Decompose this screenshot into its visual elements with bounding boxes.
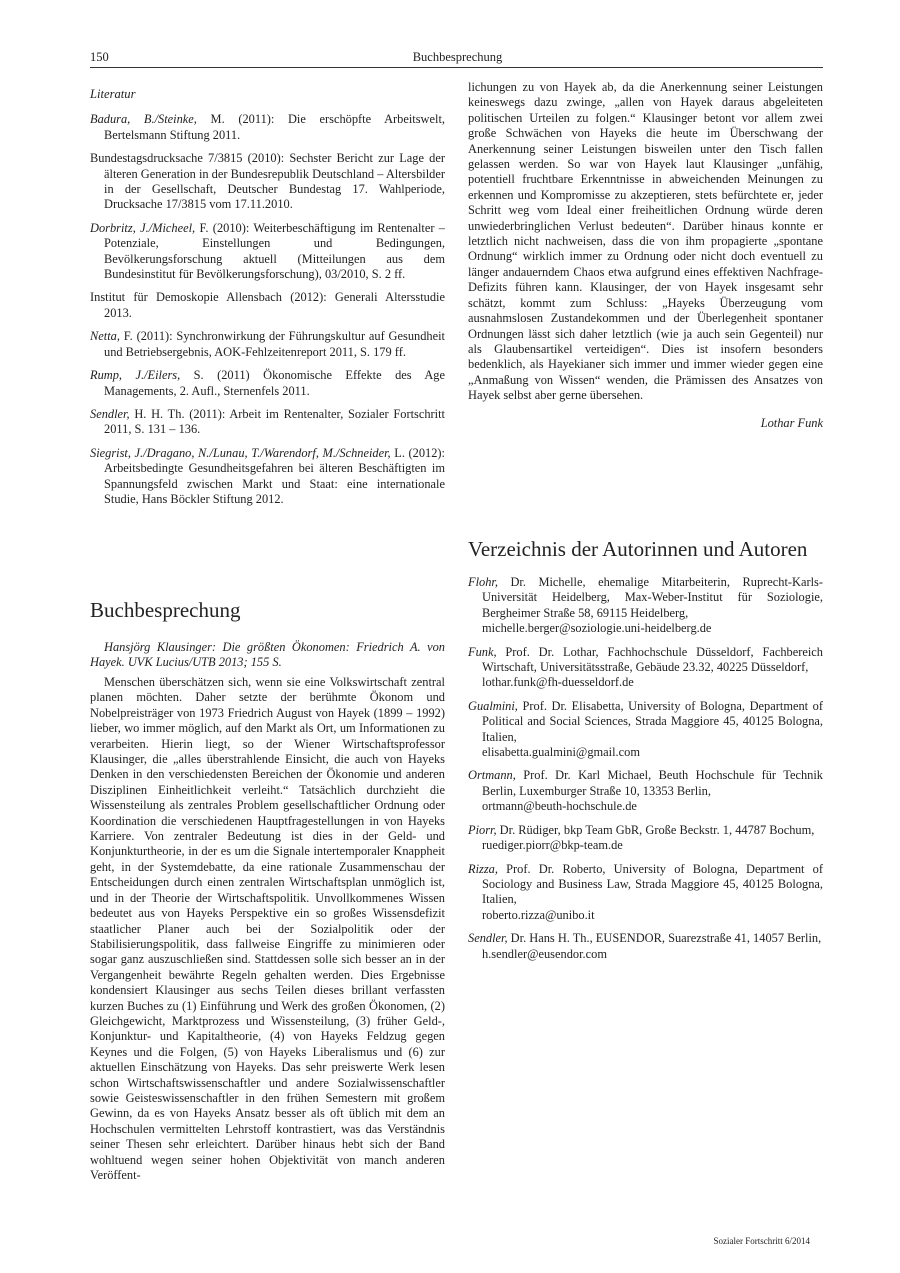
author-email[interactable]: ortmann@beuth-hochschule.de [482, 799, 637, 814]
journal-footer: Sozialer Fortschritt 6/2014 [713, 1236, 810, 1246]
reference-item [90, 290, 445, 321]
author-name: Flohr, [468, 575, 498, 589]
author-details: Dr. Michelle, ehemalige Mitarbeiterin, Ruprecht-Karls-Universität Heidelberg, Max-Weber-Institut für Soziologie, Bergheimer Straße 58, 69115 Heidelberg, [482, 575, 823, 620]
author-name: Piorr, [468, 822, 497, 837]
reference-item [90, 221, 445, 283]
author-entry [468, 699, 823, 761]
reference-text: Institut für Demoskopie Allensbach (2012): Generali Altersstudie 2013. [90, 290, 445, 320]
author-details: Prof. Dr. Roberto, University of Bologna, Department of Sociology and Business Law, Strada Maggiore 45, 40125 Bologna, Italien, [482, 861, 823, 907]
author-name: Funk, [468, 644, 497, 659]
author-details: Dr. Rüdiger, bkp Team GbR, Große Beckstr. 1, 44787 Bochum, [496, 822, 815, 837]
author-name: Gualmini, [468, 698, 518, 713]
author-email[interactable]: elisabetta.gualmini@gmail.com [482, 745, 640, 760]
reference-authors: Dorbritz, J./Micheel, [90, 220, 196, 235]
reference-item [90, 329, 445, 360]
reference-text: M. (2011): Die erschöpfte Arbeitswelt, Bertelsmann Stiftung 2011. [104, 112, 445, 142]
review-signature: Lothar Funk [760, 415, 823, 430]
author-email[interactable]: h.sendler@eusendor.com [482, 946, 607, 961]
reference-item [90, 112, 445, 143]
reference-text: F. (2010): Weiterbeschäftigung im Rentenalter – Potenziale, Einstellungen und Bedingungen, Bevölkerungsforschung aktuell (Mitteilungen aus dem Bundesinstitut für Bevölkerungsforschung), 03/2010, S. 2 ff. [104, 220, 445, 282]
review-continuation [468, 80, 823, 431]
author-name: Ortmann, [468, 768, 516, 783]
reference-text: L. (2012): Arbeitsbedingte Gesundheitsgefahren bei älteren Beschäftigten im Spannungsfeld zwischen Markt und Staat: eine internationale Studie, Hans Böckler Stiftung 2012. [104, 445, 445, 506]
author-entry [468, 645, 823, 691]
reference-item [90, 151, 445, 213]
authors-list [468, 575, 823, 970]
author-details: Prof. Dr. Lothar, Fachhochschule Düsseldorf, Fachbereich Wirtschaft, Universitätsstraße, Gebäude 23.32, 40225 Düsseldorf, [482, 644, 823, 675]
reference-authors: Siegrist, J./Dragano, N./Lunau, T./Warendorf, M./Schneider, [90, 445, 391, 460]
reference-authors: Sendler, [90, 406, 130, 421]
running-head: Buchbesprechung [412, 50, 503, 64]
reference-authors: Netta, [90, 329, 120, 344]
review-body-part1: Menschen überschätzen sich, wenn sie eine Volkswirtschaft zentral planen möchten. Daher setzte der berühmte Ökonom und Nobelpreisträger von 1973 Friedrich August von Hayek (1899 – 1992) lieber, wo immer möglich, auf den Markt als Ort, um Informationen zu verarbeiten. Hierin liegt, so der Wiener Wirtschaftsprofessor Klausinger, die „alles überstrahlende Einsicht, die auch von Hayeks Denken in den verschiedensten Bereichen der Ökonomie und anderen Disziplinen Einheitlichkeit verleiht.“ Tatsächlich durchzieht die Wissensteilung als zentrales Problem gesellschaftlicher Ordnung oder Koordination die verschiedenen Hauptfragestellungen in von Hayeks Karriere. Von zentraler Bedeutung ist dies in der Geld- und Konjunkturtheorie, in der es um die Signale intertemporaler Knappheit geht, in der Systemdebatte, da eine rationale Zusammenschau der Entscheidungen durch einen zentralen Wirtschaftsplan unmöglich ist, und in der Theorie der Wirtschaftspolitik. Unvollkommenes Wissen bedeutet aus von Hayeks Perspektive ein so großes Wissensdefizit staatlicher Planer auch bei der Sozialpolitik oder der Stabilisierungspolitik, dass fallweise Eingriffe zu minimieren oder sogar ganz auszuschließen sind. Stattdessen solle sich besser an in der Vergangenheit bewährte Regeln gehalten werden. Dies Ergebnisse kondensiert Klausinger aus sechs Teilen dieses brillant verfassten kurzen Buches zu (1) Einführung und Werk des großen Ökonomen, (2) Gleichgewicht, Marktprozess und Wissensteilung, (3) früher Geld-, Konjunktur- und Kapitaltheorie, (4) von Hayeks Feldzug gegen Keynes und die Folgen, (5) von Hayeks Liberalismus und (6) zur aktuellen Einschätzung von Hayeks. Das sehr preiswerte Werk lesen schon Wirtschaftswissenschaftler und andere Sozialwissenschaftler sowie Geisteswissenschaftler in den frühen Semestern mit großem Gewinn, da es von Hayeks Ansatz besser als oft üblich mit dem an Hochschulen vermittelten Lehrstoff kontrastiert, was das Verständnis seiner Thesen sehr erleichtert. Darüber hinaus hebt sich der Band wohltuend wegen seiner hohen Objektivität von manch anderen Veröffent- [90, 675, 445, 1182]
author-name: Rizza, [468, 861, 498, 876]
author-email[interactable]: roberto.rizza@unibo.it [482, 907, 595, 922]
reference-text: Bundestagsdrucksache 7/3815 (2010): Sechster Bericht zur Lage der älteren Generation in der Bundesrepublik Deutschland – Altersbilder in der Gesellschaft, Deutscher Bundestag 17. Wahlperiode, Drucksache 17/3815 vom 17.11.2010. [90, 151, 445, 212]
page-number: 150 [90, 50, 109, 64]
author-entry [468, 862, 823, 924]
review-section-title: Buchbesprechung [90, 598, 241, 622]
author-details: Dr. Hans H. Th., EUSENDOR, Suarezstraße 41, 14057 Berlin, [507, 931, 822, 946]
review-body-part2: lichungen zu von Hayek ab, da die Anerkennung seiner Leistungen keineswegs dazu zwinge, „allen von Hayek daraus abgeleiteten politischen Urteilen zu folgen.“ Klausinger betont vor allem zwei große Schwächen von Hayeks die heute im Überschwang der Anerkennung seiner Leistungen bisweilen unter den Tisch fallen gelassen werden. So war von Hayek laut Klausinger „unfähig, potentiell fruchtbare Erkenntnisse in abweichenden Meinungen zu erkennen und Kompromisse zu akzeptieren, stets befürchtete er, jeder Schritt weg vom Ideal einer freiheitlichen Ordnung würde deren unwiederbringlichen Verlust bedeuten“. Darüber hinaus konnte er letztlich nicht nachweisen, dass die von ihm propagierte „spontane Ordnung“ wirklich immer zu Ordnung oder nicht doch eventuell zu länger andauerndem Chaos etwa aufgrund eines effektiven Nachfrage-Defizits führen kann. Klausinger, der von Hayek insgesamt sehr schätzt, kommt zum Schluss: „Hayeks Überzeugung vom ausnahmslosen Zustandekommen und der Überlegenheit spontaner Ordnungen lässt sich daher letztlich (wie ja auch sein Gegenteil) nur als Glaubensartikel verteidigen“. Dies ist insofern besonders bedenklich, als Hayekianer sich immer und immer wieder gegen eine „Anmaßung von Wissen“ wenden, die Prämissen des Ansatzes von Hayek selbst aber gerne übersehen. [468, 80, 823, 403]
reference-authors: Badura, B./Steinke, [90, 112, 197, 127]
author-details: Prof. Dr. Elisabetta, University of Bologna, Department of Political and Social Sciences, Strada Maggiore 45, 40125 Bologna, Italien, [482, 698, 823, 744]
reference-item [90, 446, 445, 508]
author-entry [468, 575, 823, 637]
reference-text: H. H. Th. (2011): Arbeit im Rentenalter, Sozialer Fortschritt 2011, S. 131 – 136. [104, 406, 445, 437]
review-book-reference: Hansjörg Klausinger: Die größten Ökonomen: Friedrich A. von Hayek. UVK Lucius/UTB 2013; 155 S. [90, 640, 445, 670]
reference-text: S. (2011) Ökonomische Effekte des Age Managements, 2. Aufl., Sternenfels 2011. [104, 368, 446, 398]
author-name: Sendler, [468, 931, 508, 946]
literature-heading: Literatur [90, 87, 136, 101]
author-email[interactable]: michelle.berger@soziologie.uni-heidelberg.de [482, 621, 712, 636]
authors-section-title: Verzeichnis der Autorinnen und Autoren [468, 537, 808, 561]
literature-section [90, 87, 445, 515]
header-rule [90, 67, 823, 68]
author-details: Prof. Dr. Karl Michael, Beuth Hochschule für Technik Berlin, Luxemburger Straße 10, 13353 Berlin, [482, 768, 823, 798]
author-entry [468, 931, 823, 962]
author-entry [468, 768, 823, 814]
author-entry [468, 823, 823, 854]
author-email[interactable]: ruediger.piorr@bkp-team.de [482, 838, 623, 853]
reference-item [90, 368, 445, 399]
reference-item [90, 407, 445, 438]
author-email[interactable]: lothar.funk@fh-duesseldorf.de [482, 675, 634, 690]
reference-authors: Rump, J./Eilers, [90, 368, 181, 383]
reference-text: F. (2011): Synchronwirkung der Führungskultur auf Gesundheit und Betriebsergebnis, AOK-Fehlzeitenreport 2011, S. 179 ff. [104, 329, 445, 359]
